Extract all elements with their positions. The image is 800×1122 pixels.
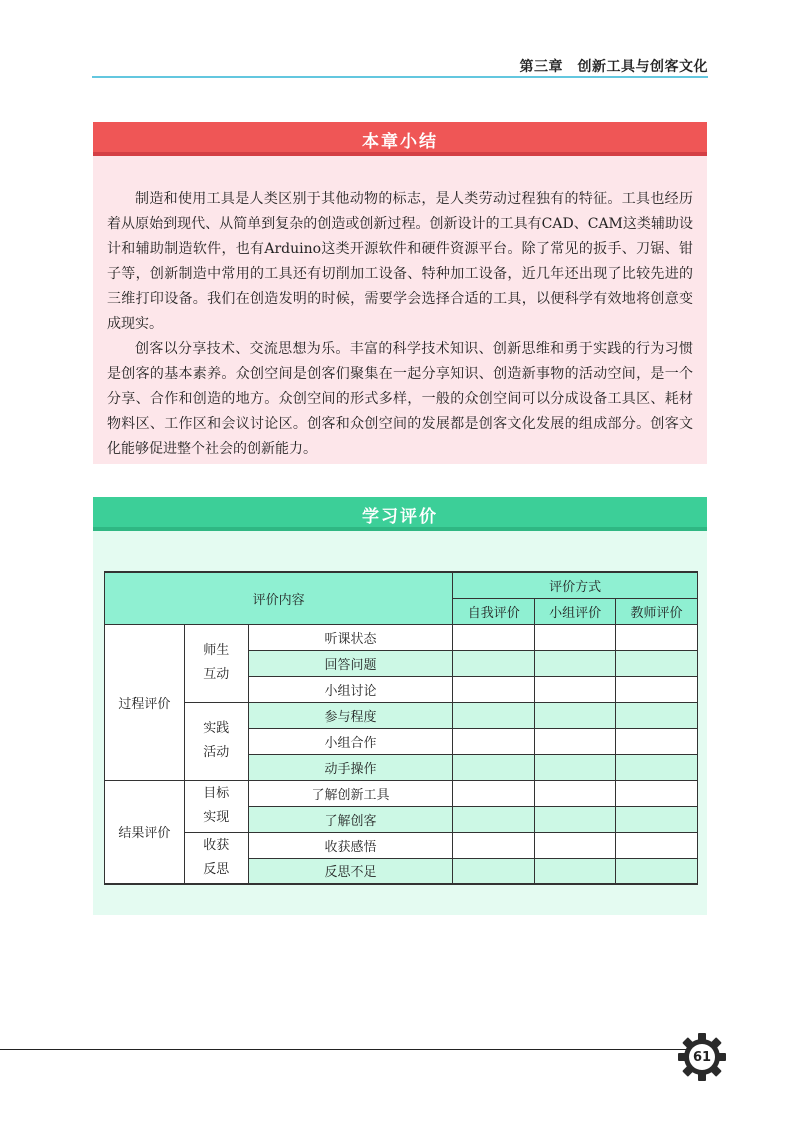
evaluation-title: 学习评价 [362, 506, 438, 527]
subgroup-reflection-line1: 收获 [203, 837, 230, 853]
teacher-eval-cell [616, 858, 698, 884]
summary-box [93, 156, 707, 464]
group-eval-cell [535, 728, 616, 754]
subgroup-reflection-line2: 反思 [203, 861, 230, 877]
self-eval-cell [453, 728, 535, 754]
group-result: 结果评价 [105, 780, 185, 884]
subgroup-practice-line1: 实践 [203, 721, 230, 736]
group-process: 过程评价 [105, 624, 185, 780]
group-eval-cell [535, 832, 616, 858]
teacher-eval-cell [616, 728, 698, 754]
item-shortcomings: 反思不足 [248, 858, 453, 884]
self-eval-header: 自我评价 [453, 598, 535, 624]
teacher-eval-cell [616, 806, 698, 832]
group-eval-header: 小组评价 [535, 598, 616, 624]
subgroup-practice [184, 702, 248, 780]
evaluation-title-bar [93, 497, 707, 531]
summary-paragraph-1: 制造和使用工具是人类区别于其他动物的标志，是人类劳动过程独有的特征。工具也经历着从原始到现代、从简单到复杂的创造或创新过程。创新设计的工具有CAD、CAM这类辅助设计和辅助制造软件，也有Arduino这类开源软件和硬件资源平台。除了常见的扳手、刀锯、钳子等，创新制造中常用的工具还有切削加工设备、特种加工设备，近几年还出现了比较先进的三维打印设备。我们在创造发明的时候，需要学会选择合适的工具，以便科学有效地将创意变成现实。 [107, 191, 693, 332]
subgroup-interaction [184, 624, 248, 702]
method-header: 评价方式 [453, 572, 698, 598]
teacher-eval-cell [616, 780, 698, 806]
teacher-eval-cell [616, 702, 698, 728]
item-group-discussion: 小组讨论 [248, 676, 453, 702]
summary-title-bar [93, 122, 707, 156]
subgroup-practice-line2: 活动 [203, 745, 230, 760]
evaluation-table [104, 571, 698, 885]
teacher-eval-cell [616, 832, 698, 858]
item-hands-on: 动手操作 [248, 754, 453, 780]
item-answering: 回答问题 [248, 650, 453, 676]
group-eval-cell [535, 650, 616, 676]
summary-paragraph-2: 创客以分享技术、交流思想为乐。丰富的科学技术知识、创新思维和勇于实践的行为习惯是创客的基本素养。众创空间是创客们聚集在一起分享知识、创造新事物的活动空间，是一个分享、合作和创造的地方。众创空间的形式多样，一般的众创空间可以分成设备工具区、耗材物料区、工作区和会议讨论区。创客和众创空间的发展都是创客文化发展的组成部分。创客文化能够促进整个社会的创新能力。 [107, 341, 693, 457]
teacher-eval-header: 教师评价 [616, 598, 698, 624]
self-eval-cell [453, 832, 535, 858]
page-number: 61 [692, 1049, 712, 1065]
self-eval-cell [453, 806, 535, 832]
subgroup-reflection [184, 832, 248, 884]
footer-rule [0, 1049, 690, 1050]
self-eval-cell [453, 624, 535, 650]
content-header: 评价内容 [105, 572, 453, 624]
group-eval-cell [535, 702, 616, 728]
item-participation: 参与程度 [248, 702, 453, 728]
group-eval-cell [535, 624, 616, 650]
group-eval-cell [535, 780, 616, 806]
item-know-makers: 了解创客 [248, 806, 453, 832]
subgroup-interaction-line2: 互动 [203, 667, 230, 682]
item-listening: 听课状态 [248, 624, 453, 650]
item-know-tools: 了解创新工具 [248, 780, 453, 806]
self-eval-cell [453, 676, 535, 702]
summary-title: 本章小结 [362, 131, 438, 152]
self-eval-cell [453, 754, 535, 780]
teacher-eval-cell [616, 676, 698, 702]
subgroup-interaction-line1: 师生 [203, 643, 230, 658]
item-group-cooperation: 小组合作 [248, 728, 453, 754]
item-gains: 收获感悟 [248, 832, 453, 858]
chapter-title: 第三章 创新工具与创客文化 [519, 59, 708, 75]
teacher-eval-cell [616, 754, 698, 780]
teacher-eval-cell [616, 624, 698, 650]
group-eval-cell [535, 858, 616, 884]
self-eval-cell [453, 780, 535, 806]
group-eval-cell [535, 754, 616, 780]
teacher-eval-cell [616, 650, 698, 676]
self-eval-cell [453, 858, 535, 884]
self-eval-cell [453, 650, 535, 676]
subgroup-goal-line1: 目标 [203, 786, 230, 801]
group-eval-cell [535, 676, 616, 702]
subgroup-goal [184, 780, 248, 832]
subgroup-goal-line2: 实现 [203, 810, 230, 825]
header-rule [92, 76, 708, 78]
self-eval-cell [453, 702, 535, 728]
group-eval-cell [535, 806, 616, 832]
